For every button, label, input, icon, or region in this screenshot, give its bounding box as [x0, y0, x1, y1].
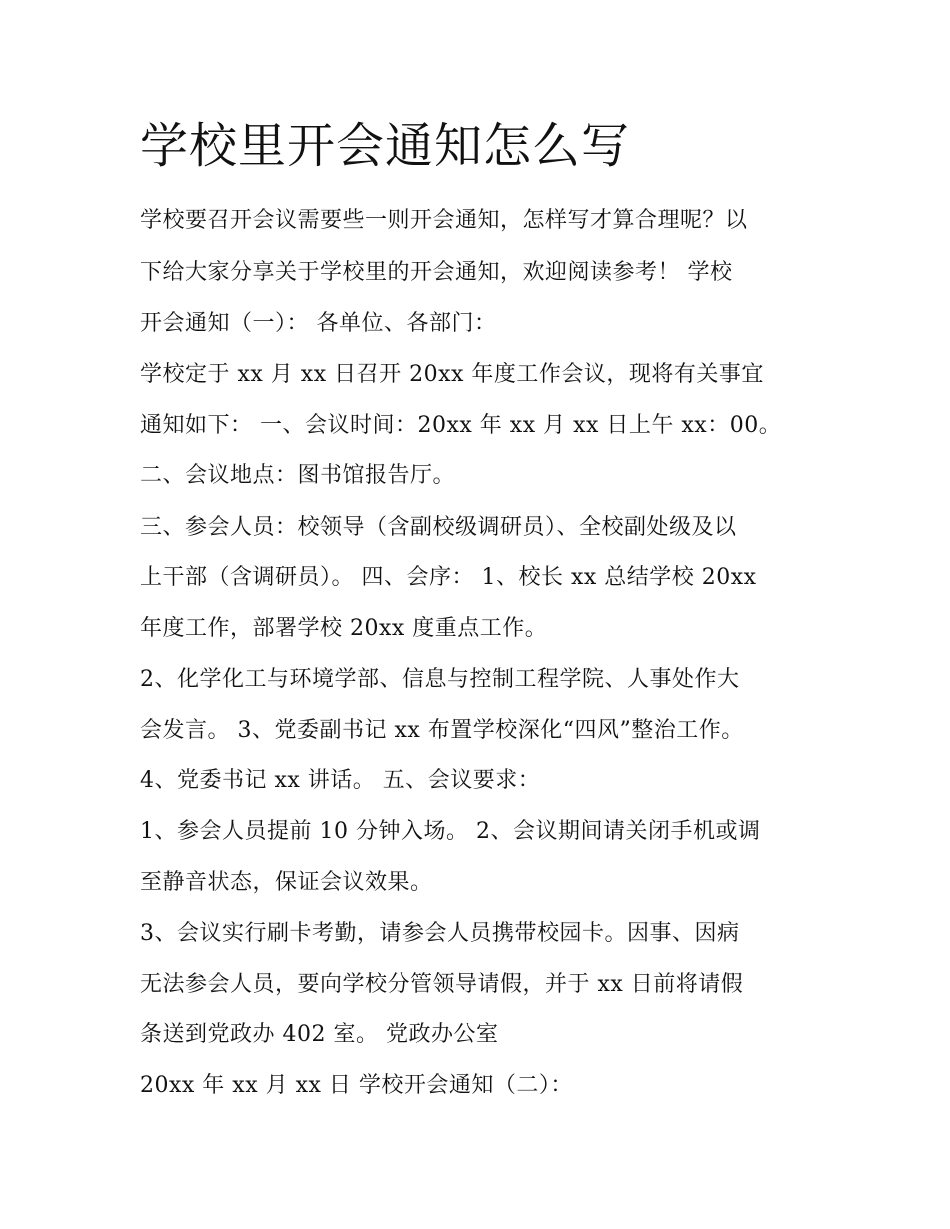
- body-line-13: 1、参会人员提前 10 分钟入场。 2、会议期间请关闭手机或调: [140, 819, 761, 844]
- body-line-15: 3、会议实行刷卡考勤，请参会人员携带校园卡。因事、因病: [140, 921, 740, 946]
- body-line-8: 上干部（含调研员）。 四、会序： 1、校长 xx 总结学校 20xx: [140, 565, 757, 590]
- body-line-17: 条送到党政办 402 室。 党政办公室: [140, 1022, 499, 1047]
- body-line-1: 学校要召开会议需要些一则开会通知，怎样写才算合理呢？以: [140, 208, 748, 233]
- body-line-9: 年度工作，部署学校 20xx 度重点工作。: [140, 616, 548, 641]
- body-line-4: 学校定于 xx 月 xx 日召开 20xx 年度工作会议，现将有关事宜: [140, 362, 764, 387]
- body-line-5: 通知如下： 一、会议时间：20xx 年 xx 月 xx 日上午 xx：00。: [140, 413, 782, 438]
- body-line-6: 二、会议地点：图书馆报告厅。: [140, 463, 456, 488]
- body-line-16: 无法参会人员，要向学校分管领导请假，并于 xx 日前将请假: [140, 972, 744, 997]
- body-line-18: 20xx 年 xx 月 xx 日 学校开会通知（二）：: [140, 1073, 573, 1098]
- body-line-14: 至静音状态，保证会议效果。: [140, 870, 433, 895]
- body-line-3: 开会通知（一）： 各单位、各部门：: [140, 311, 497, 336]
- body-line-2: 下给大家分享关于学校里的开会通知，欢迎阅读参考！ 学校: [140, 260, 733, 285]
- body-line-12: 4、党委书记 xx 讲话。 五、会议要求：: [140, 768, 541, 793]
- body-line-7: 三、参会人员：校领导（含副校级调研员）、全校副处级及以: [140, 515, 737, 540]
- body-line-10: 2、化学化工与环境学部、信息与控制工程学院、人事处作大: [140, 667, 740, 692]
- body-line-11: 会发言。 3、党委副书记 xx 布置学校深化“四风”整治工作。: [140, 718, 744, 743]
- page-title: 学校里开会通知怎么写: [140, 118, 631, 174]
